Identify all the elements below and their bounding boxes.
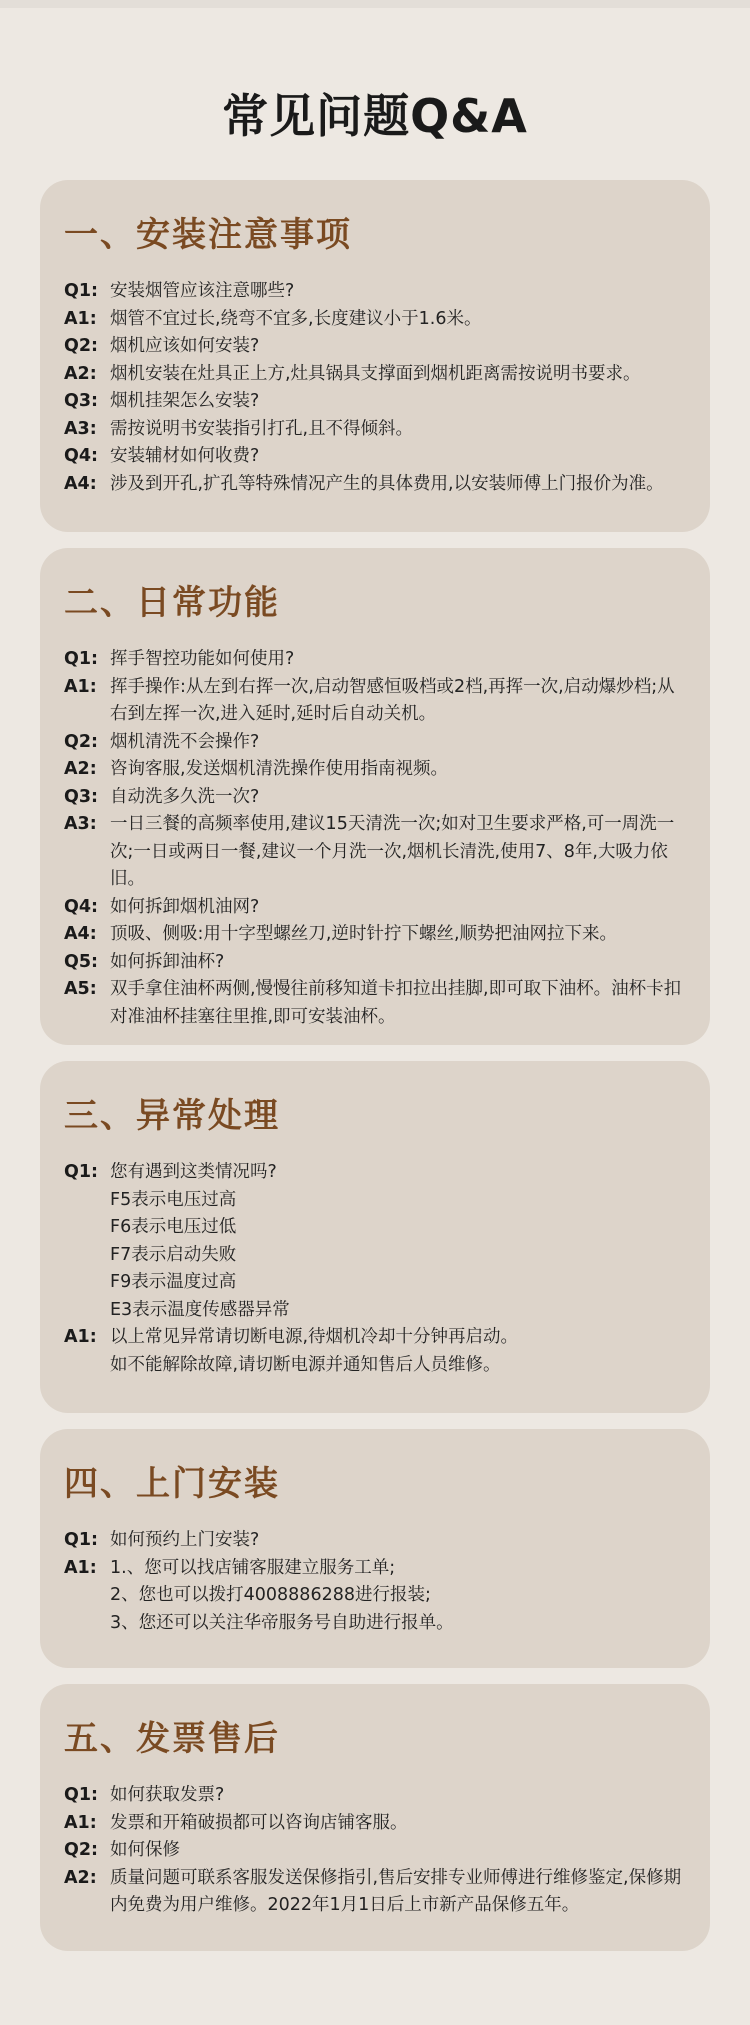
- qa-text: 安装辅材如何收费?: [110, 446, 260, 466]
- qa-row: [64, 278, 690, 306]
- qa-key-label: A3:: [64, 814, 97, 834]
- qa-row: [64, 1214, 690, 1242]
- qa-key-label: Q1:: [64, 1785, 99, 1805]
- qa-list: [64, 1782, 690, 1920]
- qa-row: [64, 1810, 690, 1838]
- section-daily-functions-title: 二、日常功能: [64, 583, 280, 623]
- qa-text: 如何预约上门安装?: [110, 1530, 260, 1550]
- qa-text: 3、您还可以关注华帝服务号自助进行报单。: [110, 1612, 454, 1633]
- qa-key-label: A1:: [64, 676, 97, 697]
- qa-key-label: A1:: [64, 308, 97, 329]
- qa-key-label: A1:: [64, 1327, 97, 1347]
- qa-text: 烟机安装在灶具正上方,灶具锅具支撑面到烟机距离需按说明书要求。: [110, 363, 641, 384]
- qa-text: F7表示启动失败: [110, 1244, 237, 1265]
- qa-row: [64, 388, 690, 416]
- qa-row: [64, 646, 690, 674]
- qa-text: 如何获取发票?: [110, 1785, 225, 1805]
- qa-text: 如何保修: [110, 1840, 180, 1860]
- qa-text: 2、您也可以拨打4008886288进行报装;: [110, 1585, 431, 1605]
- qa-row: [64, 443, 690, 471]
- qa-row: [64, 949, 690, 977]
- qa-text: 您有遇到这类情况吗?: [110, 1162, 277, 1182]
- qa-text: 烟机挂架怎么安装?: [110, 391, 260, 411]
- qa-row: [64, 1555, 690, 1583]
- qa-key-label: A5:: [64, 979, 97, 999]
- qa-key-label: Q1:: [64, 281, 99, 301]
- qa-key-label: A1:: [64, 1812, 97, 1833]
- qa-row: [64, 894, 690, 922]
- qa-text: 挥手智控功能如何使用?: [110, 649, 295, 669]
- qa-row: [64, 416, 690, 444]
- qa-key-label: Q2:: [64, 1840, 99, 1860]
- qa-row: [64, 361, 690, 389]
- qa-text: F5表示电压过高: [110, 1189, 237, 1210]
- section-daily-functions-card: [40, 548, 710, 1045]
- qa-key-label: Q2:: [64, 731, 99, 752]
- qa-key-label: A2:: [64, 1867, 97, 1888]
- qa-text: 涉及到开孔,扩孔等特殊情况产生的具体费用,以安装师傅上门报价为准。: [110, 473, 664, 494]
- qa-text: 如何拆卸油杯?: [110, 951, 225, 972]
- qa-list: [64, 1159, 690, 1379]
- top-strip: [0, 0, 750, 8]
- qa-text: 一日三餐的高频率使用,建议15天清洗一次;如对卫生要求严格,可一周洗一次;一日或两日一餐,建议一个月洗一次,烟机长清洗,使用7、8年,大吸力依旧。: [110, 814, 675, 889]
- qa-key-label: Q1:: [64, 649, 99, 669]
- qa-key-label: Q3:: [64, 391, 99, 411]
- qa-key-label: A1:: [64, 1557, 97, 1578]
- section-onsite-installation-card: [40, 1429, 710, 1668]
- qa-key-label: Q1:: [64, 1162, 99, 1182]
- qa-list: [64, 278, 690, 498]
- qa-key-label: Q2:: [64, 336, 99, 356]
- qa-row: [64, 1187, 690, 1215]
- qa-key-label: Q4:: [64, 446, 99, 466]
- qa-text: 以上常见异常请切断电源,待烟机冷却十分钟再启动。: [110, 1327, 519, 1347]
- qa-key-label: A3:: [64, 418, 97, 439]
- qa-row: [64, 1352, 690, 1380]
- qa-key-label: A2:: [64, 363, 97, 384]
- section-invoice-aftersales-card: [40, 1684, 710, 1951]
- qa-list: [64, 1527, 690, 1637]
- qa-row: [64, 471, 690, 499]
- qa-text: 烟机应该如何安装?: [110, 336, 260, 356]
- qa-row: [64, 921, 690, 949]
- qa-list: [64, 646, 690, 1031]
- section-invoice-aftersales-title: 五、发票售后: [64, 1719, 280, 1759]
- qa-text: F9表示温度过高: [110, 1272, 237, 1292]
- qa-text: 发票和开箱破损都可以咨询店铺客服。: [110, 1812, 408, 1833]
- qa-text: 顶吸、侧吸:用十字型螺丝刀,逆时针拧下螺丝,顺势把油网拉下来。: [110, 924, 618, 944]
- qa-row: [64, 333, 690, 361]
- qa-key-label: A4:: [64, 924, 97, 944]
- qa-text: 咨询客服,发送烟机清洗操作使用指南视频。: [110, 759, 449, 779]
- section-installation-title: 一、安装注意事项: [64, 215, 352, 255]
- qa-text: 质量问题可联系客服发送保修指引,售后安排专业师傅进行维修鉴定,保修期内免费为用户维修。2022年1月1日后上市新产品保修五年。: [110, 1867, 682, 1915]
- qa-row: [64, 1269, 690, 1297]
- qa-row: [64, 729, 690, 757]
- qa-key-label: Q3:: [64, 786, 99, 807]
- section-installation-card: [40, 180, 710, 532]
- qa-row: [64, 811, 690, 894]
- qa-row: [64, 1582, 690, 1610]
- qa-text: F6表示电压过低: [110, 1217, 237, 1237]
- qa-key-label: A2:: [64, 759, 97, 779]
- qa-key-label: A4:: [64, 473, 97, 494]
- qa-row: [64, 1782, 690, 1810]
- qa-text: 挥手操作:从左到右挥一次,启动智感恒吸档或2档,再挥一次,启动爆炒档;从右到左挥一次,进入延时,延时后自动关机。: [110, 676, 675, 724]
- qa-row: [64, 1242, 690, 1270]
- qa-text: 烟机清洗不会操作?: [110, 731, 260, 752]
- qa-row: [64, 756, 690, 784]
- qa-row: [64, 1837, 690, 1865]
- qa-text: 双手拿住油杯两侧,慢慢往前移知道卡扣拉出挂脚,即可取下油杯。油杯卡扣对准油杯挂塞往里推,即可安装油杯。: [110, 979, 682, 1027]
- qa-text: 烟管不宜过长,绕弯不宜多,长度建议小于1.6米。: [110, 308, 482, 329]
- qa-row: [64, 1159, 690, 1187]
- qa-row: [64, 976, 690, 1031]
- qa-key-label: Q1:: [64, 1530, 99, 1550]
- qa-text: 如不能解除故障,请切断电源并通知售后人员维修。: [110, 1354, 501, 1375]
- section-onsite-installation-title: 四、上门安装: [64, 1464, 280, 1504]
- section-troubleshooting-card: [40, 1061, 710, 1413]
- section-troubleshooting-title: 三、异常处理: [64, 1096, 280, 1136]
- qa-text: 自动洗多久洗一次?: [110, 786, 260, 807]
- qa-row: [64, 1865, 690, 1920]
- qa-key-label: Q4:: [64, 896, 99, 917]
- qa-text: E3表示温度传感器异常: [110, 1299, 290, 1320]
- qa-row: [64, 1324, 690, 1352]
- qa-row: [64, 306, 690, 334]
- qa-text: 如何拆卸烟机油网?: [110, 896, 260, 917]
- qa-text: 需按说明书安装指引打孔,且不得倾斜。: [110, 418, 414, 439]
- qa-text: 安装烟管应该注意哪些?: [110, 281, 295, 301]
- qa-row: [64, 784, 690, 812]
- qa-row: [64, 674, 690, 729]
- qa-row: [64, 1610, 690, 1638]
- qa-key-label: Q5:: [64, 951, 99, 972]
- qa-row: [64, 1527, 690, 1555]
- qa-row: [64, 1297, 690, 1325]
- page-title: 常见问题Q&A: [222, 89, 528, 143]
- qa-text: 1.、您可以找店铺客服建立服务工单;: [110, 1557, 396, 1578]
